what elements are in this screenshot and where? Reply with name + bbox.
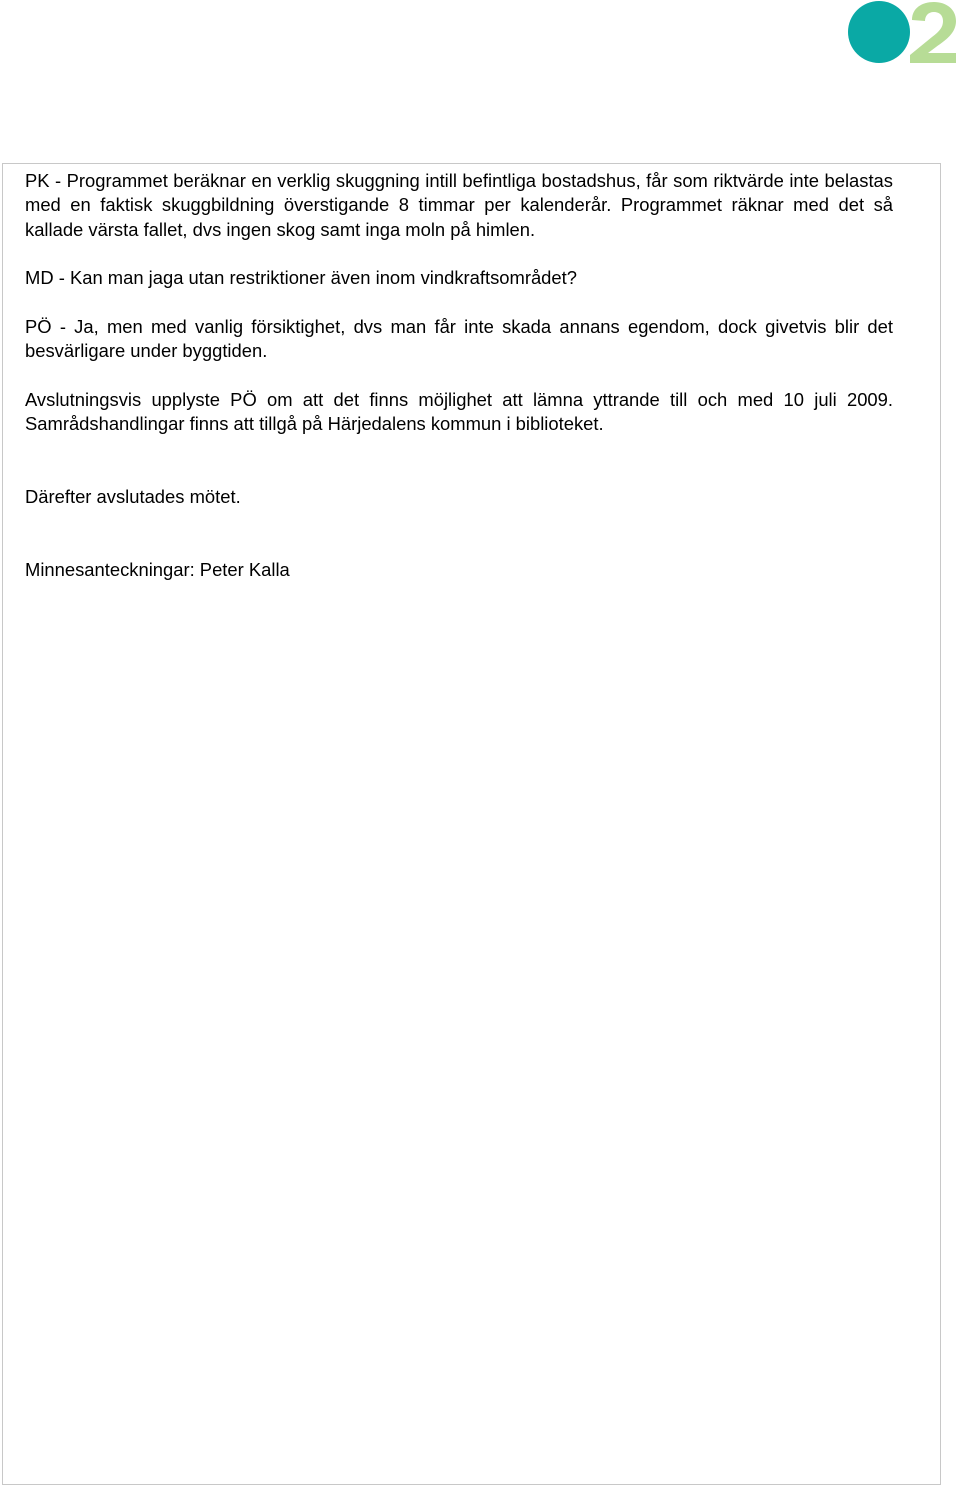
paragraph-meeting-ended: Därefter avslutades mötet. — [25, 485, 241, 507]
paragraph-shadow-calculation: PK - Programmet beräknar en verklig skuggning intill befintliga bostadshus, får som riktvärde inte belastas med en faktisk skuggbildning överstigande 8 timmar per kalenderår. Programmet räknar med det så kallade värsta fallet, dvs ingen skog samt inga moln på himlen. — [25, 170, 893, 240]
paragraph-hunting-question: MD - Kan man jaga utan restriktioner även inom vindkraftsområdet? — [25, 267, 577, 289]
spacer — [25, 461, 893, 485]
paragraph-closing-info: Avslutningsvis upplyste PÖ om att det finns möjlighet att lämna yttrande till och med 10 juli 2009. Samrådshandlingar finns att tillgå på Härjedalens kommun i biblioteket. — [25, 388, 893, 434]
paragraph-minutes-by: Minnesanteckningar: Peter Kalla — [25, 558, 290, 580]
document-body — [25, 169, 893, 606]
spacer — [25, 533, 893, 557]
paragraph-hunting-answer: PÖ - Ja, men med vanlig försiktighet, dvs man får inte skada annans egendom, dock givetvis blir det besvärligare under byggtiden. — [25, 315, 893, 362]
o2-logo-icon — [846, 0, 958, 66]
